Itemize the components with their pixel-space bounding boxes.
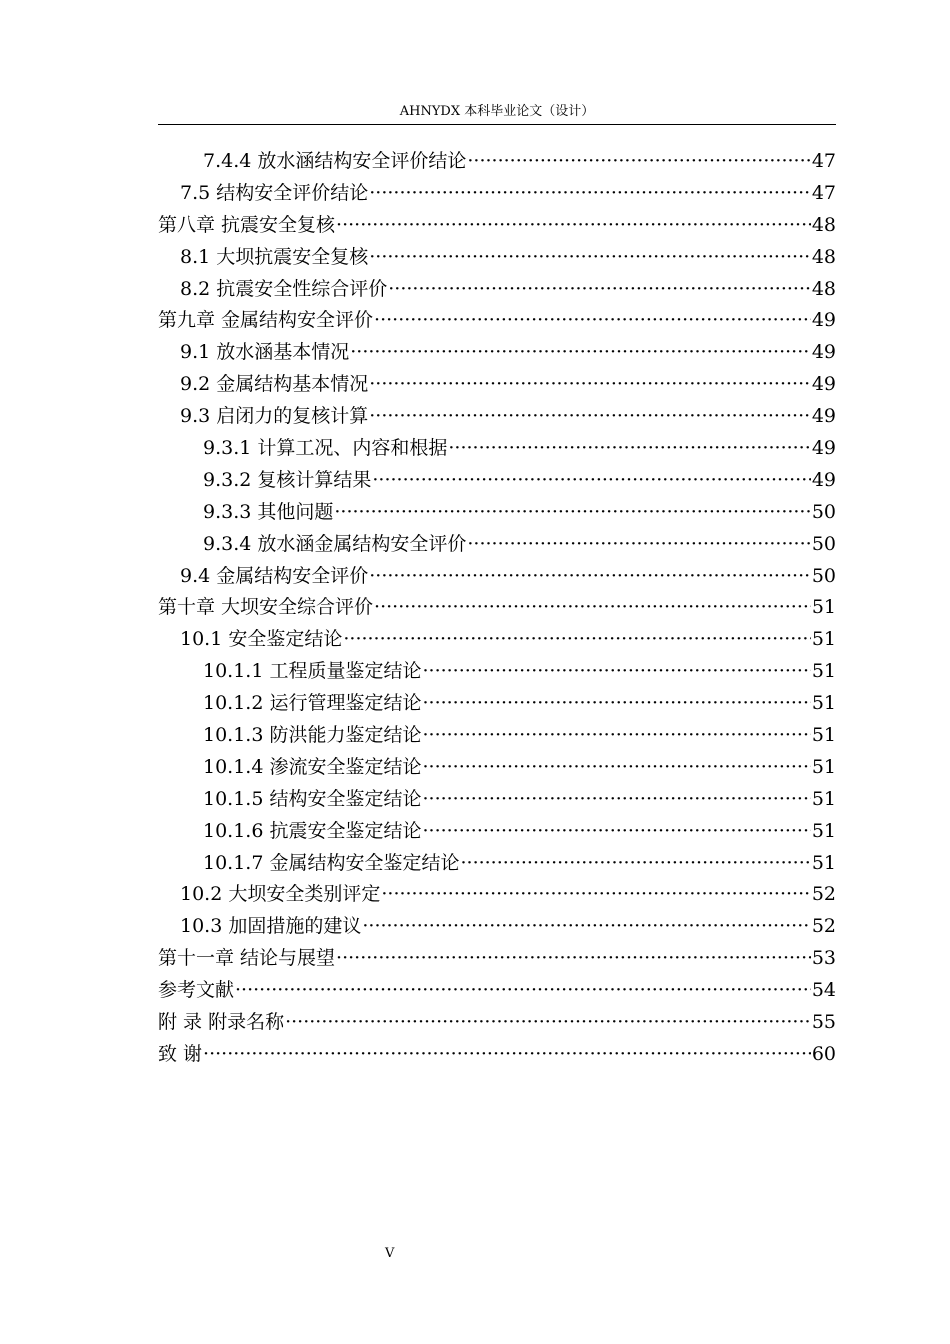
toc-entry-page: 47: [811, 150, 836, 172]
toc-entry-title: 9.2 金属结构基本情况: [180, 373, 369, 396]
toc-entry-title: 9.3 启闭力的复核计算: [180, 405, 369, 428]
toc-entry-page: 48: [811, 277, 836, 300]
toc-entry[interactable]: [158, 784, 836, 816]
toc-entry[interactable]: [158, 879, 836, 911]
toc-entry[interactable]: [158, 624, 836, 656]
toc-dot-leader: [381, 879, 810, 911]
header-title: AHNYDX 本科毕业论文（设计）: [399, 104, 595, 119]
toc-entry-page: 51: [811, 755, 836, 778]
toc-entry-page: 51: [811, 787, 836, 810]
toc-dot-leader: [374, 592, 811, 624]
toc-entry-page: 51: [811, 660, 836, 683]
toc-entry[interactable]: [158, 1039, 836, 1071]
toc-dot-leader: [336, 210, 811, 242]
toc-entry-title: 第十章 大坝安全综合评价: [158, 596, 374, 619]
toc-dot-leader: [334, 497, 810, 529]
toc-dot-leader: [203, 1039, 811, 1071]
toc-entry-page: 53: [811, 947, 836, 970]
toc-entry-title: 10.1.5 结构安全鉴定结论: [203, 787, 422, 810]
toc-dot-leader: [448, 433, 810, 465]
toc-dot-leader: [372, 465, 810, 497]
toc-dot-leader: [467, 146, 810, 178]
toc-dot-leader: [422, 720, 810, 752]
toc-entry-title: 10.3 加固措施的建议: [180, 915, 362, 938]
toc-entry[interactable]: [158, 401, 836, 433]
toc-entry[interactable]: [158, 943, 836, 975]
toc-entry-page: 51: [811, 819, 836, 842]
toc-entry-title: 10.2 大坝安全类别评定: [180, 883, 381, 906]
toc-dot-leader: [369, 561, 811, 593]
toc-entry[interactable]: [158, 752, 836, 784]
toc-entry[interactable]: [158, 337, 836, 369]
toc-entry-page: 51: [811, 692, 836, 715]
toc-dot-leader: [336, 943, 811, 975]
toc-dot-leader: [343, 624, 810, 656]
toc-entry-title: 8.2 抗震安全性综合评价: [180, 277, 388, 300]
toc-entry[interactable]: [158, 592, 836, 624]
toc-entry[interactable]: [158, 497, 836, 529]
toc-dot-leader: [422, 656, 810, 688]
toc-dot-leader: [374, 305, 811, 337]
toc-dot-leader: [460, 848, 810, 880]
toc-entry-title: 第十一章 结论与展望: [158, 947, 336, 970]
toc-entry[interactable]: [158, 975, 836, 1007]
toc-entry-page: 55: [811, 1011, 836, 1034]
toc-dot-leader: [422, 816, 810, 848]
toc-entry[interactable]: [158, 1007, 836, 1039]
toc-entry-title: 10.1.4 渗流安全鉴定结论: [203, 755, 422, 778]
toc-entry-page: 47: [811, 181, 836, 204]
toc-entry[interactable]: [158, 688, 836, 720]
toc-entry[interactable]: [158, 656, 836, 688]
toc-dot-leader: [235, 975, 811, 1007]
toc-entry-page: 51: [811, 628, 836, 651]
toc-entry[interactable]: [158, 720, 836, 752]
toc-entry-page: 52: [811, 883, 836, 906]
toc-entry-page: 51: [811, 724, 836, 747]
toc-entry-title: 9.3.2 复核计算结果: [203, 468, 372, 491]
toc-entry-title: 致 谢: [158, 1042, 203, 1065]
toc-entry-title: 参考文献: [158, 979, 235, 1002]
toc-entry[interactable]: [158, 465, 836, 497]
toc-entry-page: 49: [811, 468, 836, 491]
toc-entry-page: 51: [811, 596, 836, 619]
toc-dot-leader: [362, 911, 810, 943]
toc-entry-page: 49: [811, 309, 836, 332]
toc-entry-page: 50: [811, 532, 836, 555]
toc-entry-title: 9.3.3 其他问题: [203, 500, 334, 523]
toc-dot-leader: [369, 401, 811, 433]
page-header: [158, 100, 836, 125]
toc-entry-title: 9.4 金属结构安全评价: [180, 564, 369, 587]
toc-entry-page: 60: [811, 1042, 836, 1065]
toc-entry-title: 附 录 附录名称: [158, 1011, 285, 1034]
toc-entry[interactable]: [158, 210, 836, 242]
toc-dot-leader: [422, 688, 810, 720]
toc-entry-title: 10.1.3 防洪能力鉴定结论: [203, 724, 422, 747]
toc-entry[interactable]: [158, 305, 836, 337]
toc-entry-title: 9.3.4 放水涵金属结构安全评价: [203, 532, 467, 555]
toc-dot-leader: [285, 1007, 811, 1039]
toc-entry-title: 10.1.1 工程质量鉴定结论: [203, 660, 422, 683]
toc-entry-page: 54: [811, 979, 836, 1002]
toc-entry-title: 10.1.2 运行管理鉴定结论: [203, 692, 422, 715]
toc-dot-leader: [369, 178, 811, 210]
toc-entry[interactable]: [158, 242, 836, 274]
toc-entry-page: 49: [811, 373, 836, 396]
toc-dot-leader: [422, 784, 810, 816]
toc-entry-title: 9.1 放水涵基本情况: [180, 341, 350, 364]
toc-entry-title: 第八章 抗震安全复核: [158, 213, 336, 236]
toc-entry-title: 9.3.1 计算工况、内容和根据: [203, 437, 448, 460]
toc-entry[interactable]: [158, 433, 836, 465]
toc-entry[interactable]: [158, 816, 836, 848]
toc-dot-leader: [467, 529, 810, 561]
toc-dot-leader: [369, 369, 811, 401]
toc-entry-page: 49: [811, 341, 836, 364]
toc-entry-page: 51: [811, 851, 836, 874]
toc-dot-leader: [369, 242, 811, 274]
toc-entry-title: 10.1.7 金属结构安全鉴定结论: [203, 851, 460, 874]
toc-entry-page: 52: [811, 915, 836, 938]
toc-entry-title: 10.1 安全鉴定结论: [180, 628, 343, 651]
toc-dot-leader: [350, 337, 811, 369]
toc-entry[interactable]: [158, 369, 836, 401]
toc-entry-title: 8.1 大坝抗震安全复核: [180, 245, 369, 268]
toc-entry-page: 48: [811, 245, 836, 268]
toc-entry[interactable]: [158, 178, 836, 210]
toc-entry[interactable]: [158, 146, 836, 178]
toc-entry-page: 49: [811, 405, 836, 428]
toc-entry-title: 7.5 结构安全评价结论: [180, 181, 369, 204]
toc-entry-title: 第九章 金属结构安全评价: [158, 309, 374, 332]
toc-entry-page: 48: [811, 213, 836, 236]
toc-dot-leader: [422, 752, 810, 784]
toc-entry-title: 10.1.6 抗震安全鉴定结论: [203, 819, 422, 842]
toc-dot-leader: [388, 274, 811, 306]
toc-entry[interactable]: [158, 848, 836, 880]
toc-entry-page: 50: [811, 500, 836, 523]
table-of-contents: [158, 146, 836, 1071]
footer-page-number: V: [385, 1246, 395, 1261]
toc-entry-title: 7.4.4 放水涵结构安全评价结论: [203, 150, 467, 172]
toc-entry-page: 49: [811, 437, 836, 460]
toc-entry[interactable]: [158, 529, 836, 561]
toc-entry[interactable]: [158, 561, 836, 593]
toc-entry[interactable]: [158, 911, 836, 943]
toc-entry[interactable]: [158, 274, 836, 306]
toc-entry-page: 50: [811, 564, 836, 587]
